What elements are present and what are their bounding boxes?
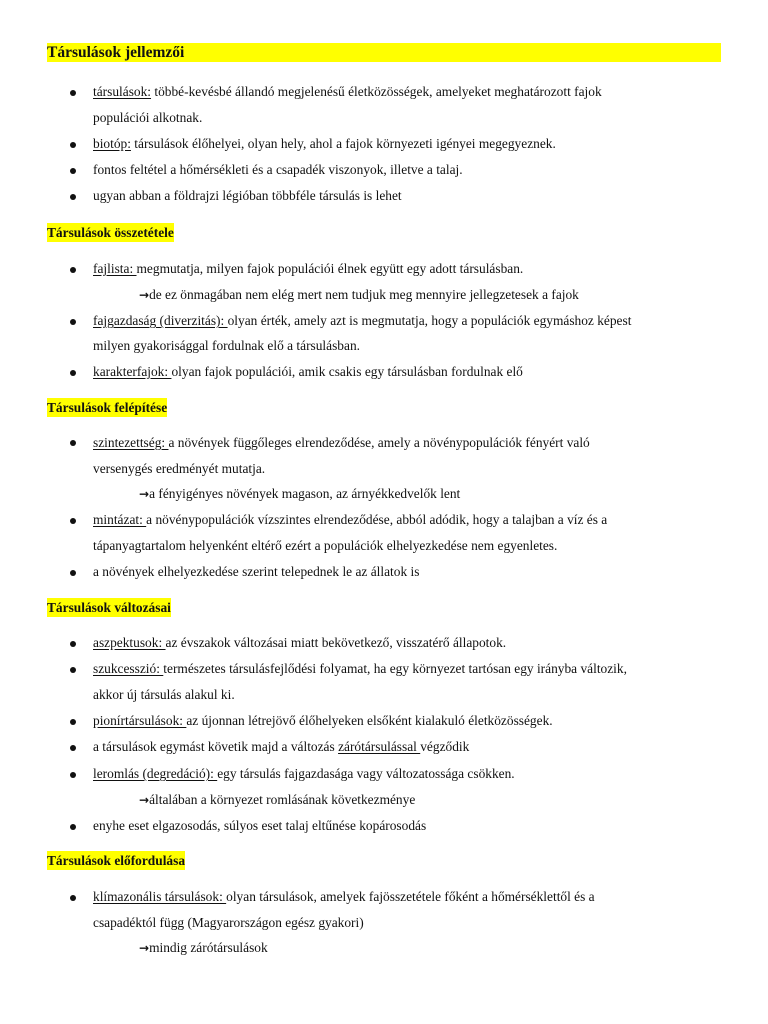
list-item — [93, 708, 733, 734]
term: szukcesszió: — [93, 661, 164, 676]
item-text: megmutatja, milyen fajok populációi élnek együtt egy adott társulásban. — [136, 261, 524, 276]
list-item: fontos feltétel a hőmérsékleti és a csapadék viszonyok, illetve a talaj. — [93, 162, 463, 177]
arrow-note — [139, 481, 460, 507]
arrow-icon: → — [139, 487, 150, 501]
list-item — [93, 656, 733, 682]
term: leromlás (degredáció): — [93, 766, 218, 781]
item-text: olyan fajok populációi, amik csakis egy társulásban fordulnak elő — [171, 364, 523, 379]
bullet-icon — [70, 142, 76, 148]
bullet-icon — [70, 194, 76, 200]
bullet-icon — [70, 518, 76, 524]
list-item: ugyan abban a földrajzi légióban többféle társulás is lehet — [93, 188, 402, 203]
list-item — [93, 256, 733, 282]
bullet-icon — [70, 267, 76, 273]
term: klímazonális társulások: — [93, 889, 227, 904]
term: fajlista: — [93, 261, 137, 276]
arrow-text: a fényigényes növények magason, az árnyékkedvelők lent — [149, 486, 461, 501]
item-text: természetes társulásfejlődési folyamat, ha egy környezet tartósan egy irányba változik, — [163, 661, 627, 676]
item-text: többé-kevésbé állandó megjelenésű életközösségek, amelyeket meghatározott fajok — [151, 84, 602, 99]
bullet-icon — [70, 895, 76, 901]
arrow-text: de ez önmagában nem elég mert nem tudjuk meg mennyire jellegzetesek a fajok — [149, 287, 579, 302]
bullet-icon — [70, 667, 76, 673]
bullet-icon — [70, 772, 76, 778]
item-text: a növénypopulációk vízszintes elrendeződése, abból adódik, hogy a talajban a víz és a — [146, 512, 608, 527]
item-text: egy társulás fajgazdasága vagy változatossága csökken. — [217, 766, 515, 781]
bullet-icon — [70, 745, 76, 751]
bullet-icon — [70, 824, 76, 830]
section-heading: Társulások összetétele — [47, 225, 174, 240]
section-heading: Társulások előfordulása — [47, 853, 186, 868]
list-item-continuation: populációi alkotnak. — [93, 110, 203, 125]
item-text: a növények függőleges elrendeződése, amely a növénypopulációk fényért való — [168, 435, 590, 450]
bullet-icon — [70, 570, 76, 576]
term: pionírtársulások: — [93, 713, 187, 728]
term: biotóp: — [93, 136, 131, 151]
bullet-icon — [70, 168, 76, 174]
list-item-continuation: versenygés eredményét mutatja. — [93, 461, 266, 476]
arrow-icon: → — [139, 793, 150, 807]
list-item — [93, 430, 733, 456]
term: társulások: — [93, 84, 152, 99]
item-text: a társulások egymást követik majd a változás — [93, 739, 339, 754]
section-heading: Társulások felépítése — [47, 400, 168, 415]
item-text: társulások élőhelyei, olyan hely, ahol a fajok környezeti igényei megegyeznek. — [130, 136, 556, 151]
list-item-continuation: csapadéktól függ (Magyarországon egész gyakori) — [93, 915, 364, 930]
list-item — [93, 79, 733, 105]
list-item — [93, 734, 733, 760]
arrow-icon: → — [139, 941, 150, 955]
arrow-icon: → — [139, 288, 150, 302]
bullet-icon — [70, 319, 76, 325]
arrow-text: mindig zárótársulások — [149, 940, 268, 955]
list-item — [93, 359, 733, 385]
list-item: a növények elhelyezkedése szerint telepednek le az állatok is — [93, 564, 420, 579]
list-item-continuation: milyen gyakorisággal fordulnak elő a társulásban. — [93, 338, 360, 353]
list-item-continuation: akkor új társulás alakul ki. — [93, 687, 235, 702]
term: mintázat: — [93, 512, 147, 527]
item-text: az évszakok változásai miatt bekövetkező, visszatérő állapotok. — [165, 635, 507, 650]
list-item — [93, 630, 733, 656]
item-text: olyan érték, amely azt is megmutatja, hogy a populációk egymáshoz képest — [227, 313, 632, 328]
arrow-text: általában a környezet romlásának következménye — [149, 792, 416, 807]
term: fajgazdaság (diverzitás): — [93, 313, 228, 328]
arrow-note — [139, 787, 415, 813]
item-text: végződik — [420, 739, 470, 754]
list-item — [93, 761, 733, 787]
list-item — [93, 507, 733, 533]
bullet-icon — [70, 440, 76, 446]
term: aszpektusok: — [93, 635, 166, 650]
arrow-note — [139, 935, 268, 961]
bullet-icon — [70, 370, 76, 376]
item-text: az újonnan létrejövő élőhelyeken elsőként kialakuló életközösségek. — [186, 713, 553, 728]
list-item-continuation: tápanyagtartalom helyenként eltérő ezért a populációk elhelyezkedése nem egyenletes. — [93, 538, 558, 553]
section-heading: Társulások változásai — [47, 600, 171, 615]
list-item — [93, 308, 733, 334]
term: szintezettség: — [93, 435, 169, 450]
arrow-note — [139, 282, 579, 308]
list-item: enyhe eset elgazosodás, súlyos eset talaj eltűnése kopárosodás — [93, 818, 427, 833]
term: zárótársulással — [338, 739, 421, 754]
bullet-icon — [70, 641, 76, 647]
list-item — [93, 884, 733, 910]
list-item — [93, 131, 733, 157]
item-text: olyan társulások, amelyek fajösszetétele főként a hőmérséklettől és a — [226, 889, 595, 904]
page-title: Társulások jellemzői — [47, 43, 721, 62]
term: karakterfajok: — [93, 364, 172, 379]
bullet-icon — [70, 90, 76, 96]
bullet-icon — [70, 719, 76, 725]
